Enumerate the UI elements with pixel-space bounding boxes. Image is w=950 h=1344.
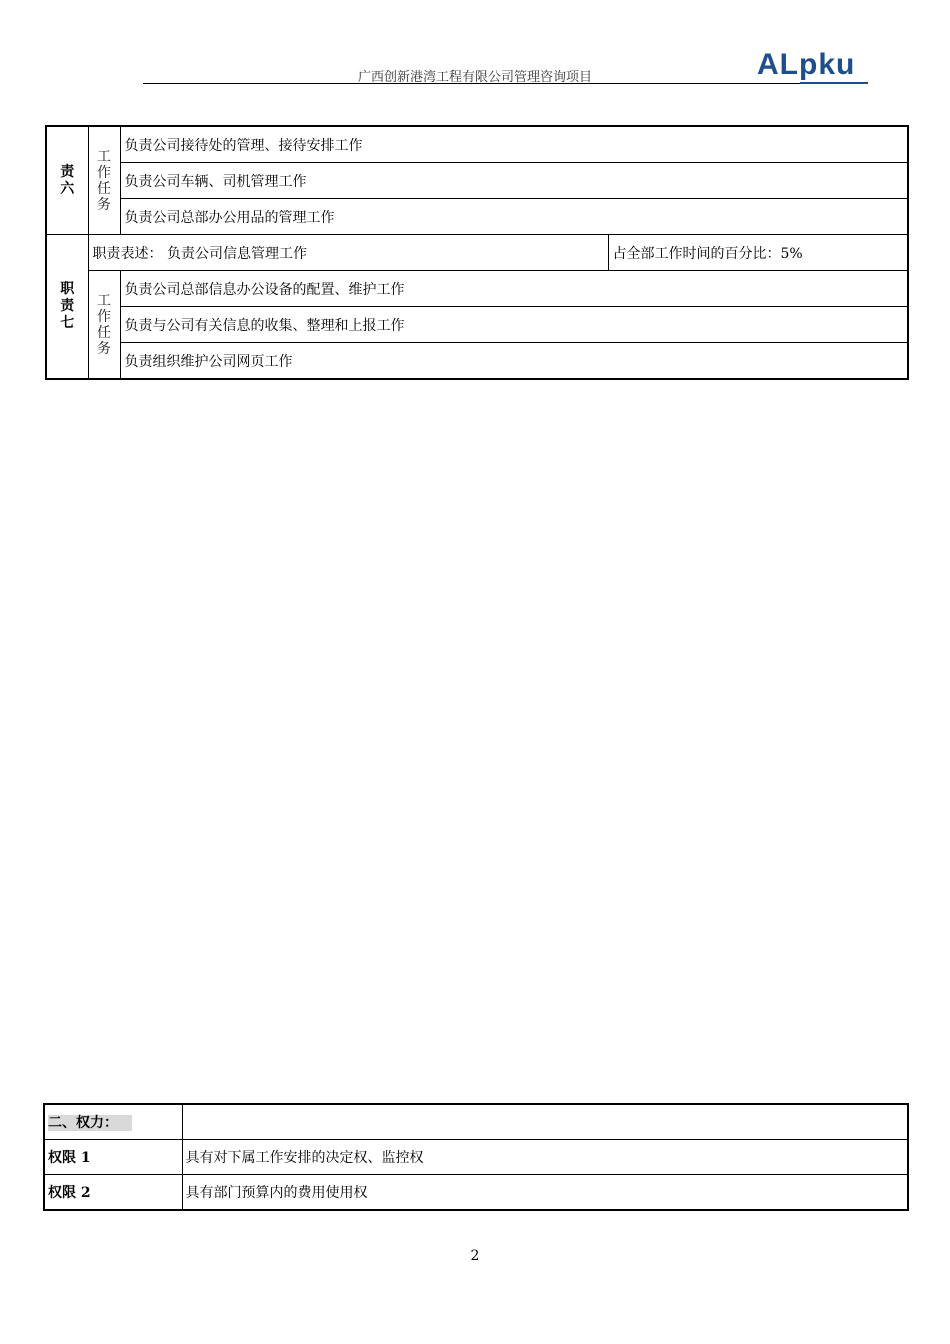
logo-underline — [800, 82, 868, 84]
duty-7-task-3: 负责组织维护公司网页工作 — [120, 343, 908, 380]
table-row — [44, 1104, 908, 1140]
duty-7-description: 职责表述： 负责公司信息管理工作 — [88, 235, 608, 271]
table-row — [46, 235, 908, 271]
table-row — [46, 199, 908, 235]
duty-table — [45, 125, 909, 380]
table-row — [46, 343, 908, 380]
header-title: 广西创新港湾工程有限公司管理咨询项目 — [357, 70, 592, 85]
rights-heading: 二、权力： — [44, 1104, 182, 1140]
table-row — [46, 307, 908, 343]
duty-7-percent: 占全部工作时间的百分比：5% — [608, 235, 908, 271]
table-row — [44, 1140, 908, 1175]
table-row — [46, 271, 908, 307]
duty-7-task-2: 负责与公司有关信息的收集、整理和上报工作 — [120, 307, 908, 343]
table-row — [46, 163, 908, 199]
duty-7-task-1: 负责公司总部信息办公设备的配置、维护工作 — [120, 271, 908, 307]
rights-table — [43, 1103, 909, 1211]
table-row — [44, 1175, 908, 1211]
duty-6-task-3: 负责公司总部办公用品的管理工作 — [120, 199, 908, 235]
page-number: 2 — [470, 1248, 480, 1264]
right-2-text: 具有部门预算内的费用使用权 — [182, 1175, 908, 1211]
right-1-name: 权限 1 — [44, 1140, 182, 1175]
right-2-name: 权限 2 — [44, 1175, 182, 1211]
duty-7-task-label: 工作任务 — [88, 271, 120, 380]
logo-text-right: pku — [799, 48, 856, 81]
rights-heading-blank — [182, 1104, 908, 1140]
duty-7-label: 职责七 — [46, 235, 88, 380]
table-row — [46, 126, 908, 163]
duty-6-task-label: 工作任务 — [88, 126, 120, 235]
logo-text-left: AL — [757, 48, 799, 81]
duty-6-label: 责六 — [46, 126, 88, 235]
duty-6-task-1: 负责公司接待处的管理、接待安排工作 — [120, 126, 908, 163]
right-1-text: 具有对下属工作安排的决定权、监控权 — [182, 1140, 908, 1175]
company-logo — [757, 48, 855, 82]
duty-6-task-2: 负责公司车辆、司机管理工作 — [120, 163, 908, 199]
header-divider — [143, 83, 805, 84]
